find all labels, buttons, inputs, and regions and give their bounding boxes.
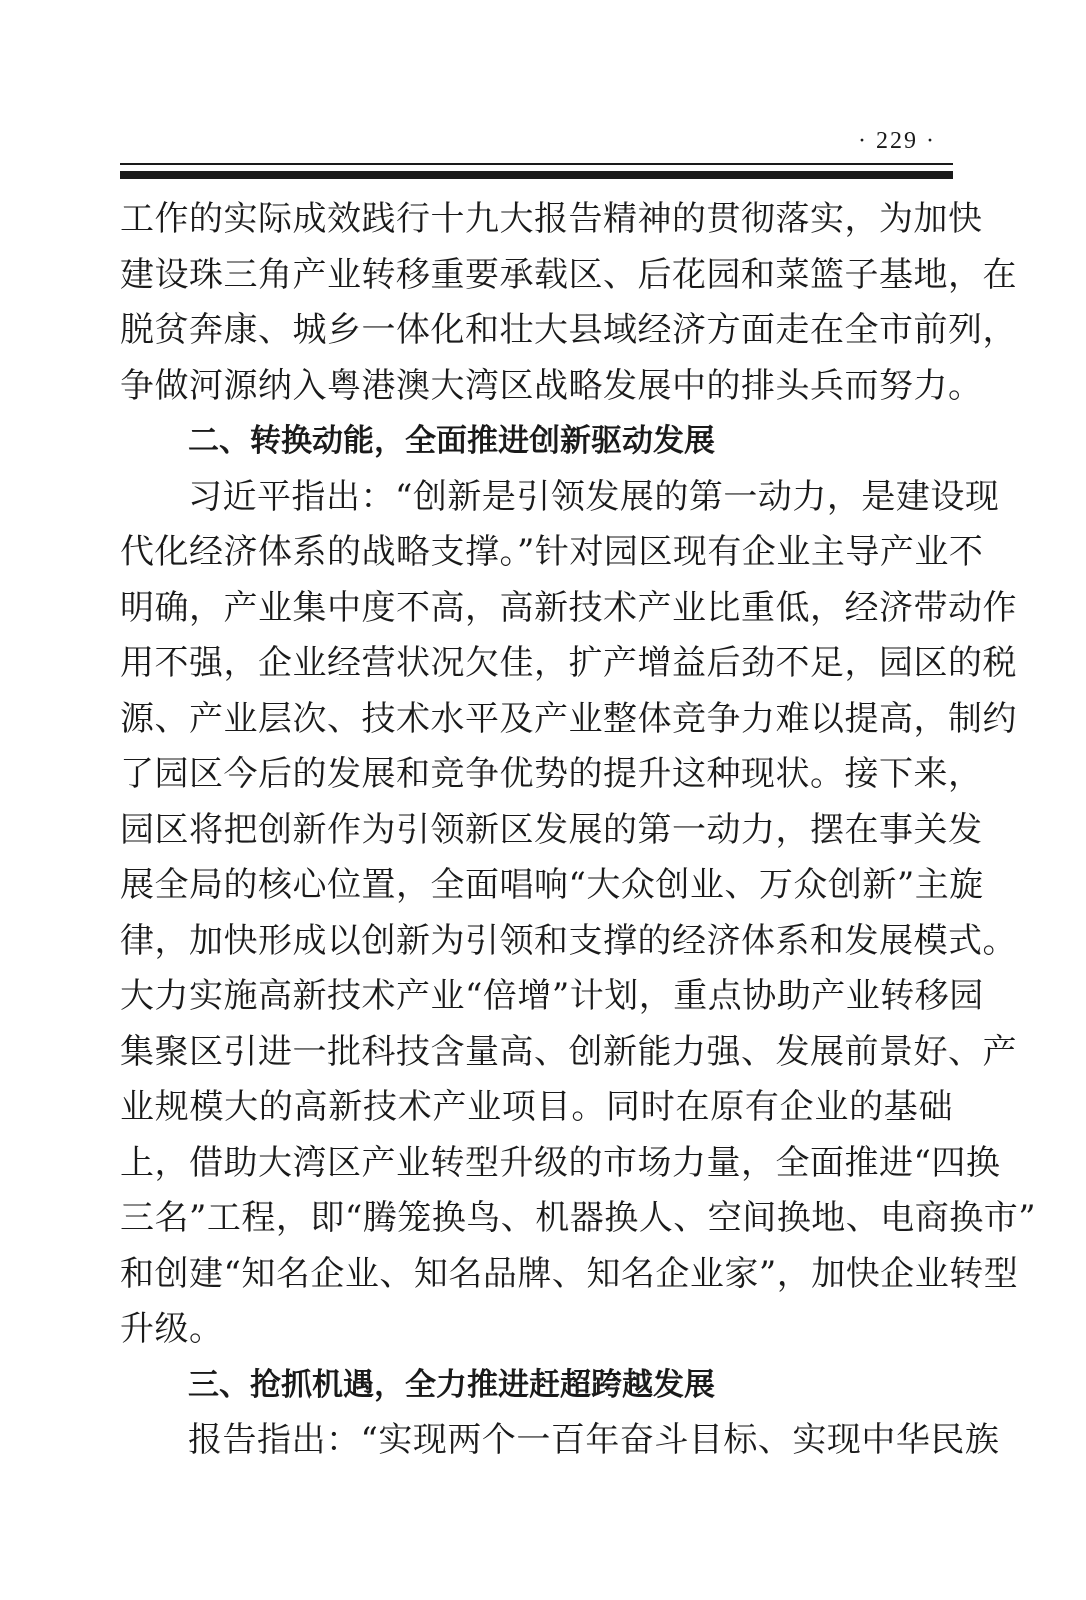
page-body xyxy=(120,192,1037,1469)
body-line: 工作的实际成效践行十九大报告精神的贯彻落实，为加快 xyxy=(120,199,983,239)
body-line: 大力实施高新技术产业“倍增”计划，重点协助产业转移园 xyxy=(120,976,984,1016)
section-heading: 二、转换动能，全面推进创新驱动发展 xyxy=(188,423,715,459)
header-rule-thick xyxy=(120,171,953,179)
header-rule-thin xyxy=(120,163,953,165)
body-line: 上，借助大湾区产业转型升级的市场力量，全面推进“四换 xyxy=(120,1142,1001,1183)
body-line: 代化经济体系的战略支撑。”针对园区现有企业主导产业不 xyxy=(120,532,984,572)
body-line: 园区将把创新作为引领新区发展的第一动力，摆在事关发 xyxy=(120,809,983,850)
body-line: 脱贫奔康、城乡一体化和壮大县域经济方面走在全市前列， xyxy=(120,310,1017,350)
body-line: 三名”工程，即“腾笼换鸟、机器换人、空间换地、电商换市” xyxy=(120,1198,1037,1238)
body-line: 和创建“知名企业、知名品牌、知名企业家”，加快企业转型 xyxy=(120,1253,1019,1294)
body-line: 业规模大的高新技术产业项目。同时在原有企业的基础 xyxy=(120,1087,953,1127)
section-heading: 三、抢抓机遇，全力推进赶超跨越发展 xyxy=(188,1366,715,1403)
body-line: 升级。 xyxy=(120,1309,224,1349)
body-line: 报告指出：“实现两个一百年奋斗目标、实现中华民族 xyxy=(188,1420,1000,1460)
body-line: 争做河源纳入粤港澳大湾区战略发展中的排头兵而努力。 xyxy=(120,365,983,406)
body-line: 用不强，企业经营状况欠佳，扩产增益后劲不足，园区的税 xyxy=(120,643,1017,683)
body-line: 建设珠三角产业转移重要承载区、后花园和菜篮子基地，在 xyxy=(120,254,1017,295)
body-line: 展全局的核心位置，全面唱响“大众创业、万众创新”主旋 xyxy=(120,865,984,905)
body-line: 了园区今后的发展和竞争优势的提升这种现状。接下来， xyxy=(120,754,983,794)
body-line: 集聚区引进一批科技含量高、创新能力强、发展前景好、产 xyxy=(120,1031,1017,1072)
body-line: 源、产业层次、技术水平及产业整体竞争力难以提高，制约 xyxy=(120,698,1017,739)
body-line: 习近平指出：“创新是引领发展的第一动力，是建设现 xyxy=(188,476,1000,517)
body-line: 律，加快形成以创新为引领和支撑的经济体系和发展模式。 xyxy=(120,920,1017,961)
body-line: 明确，产业集中度不高，高新技术产业比重低，经济带动作 xyxy=(120,587,1017,628)
page-number: · 229 · xyxy=(858,128,936,154)
